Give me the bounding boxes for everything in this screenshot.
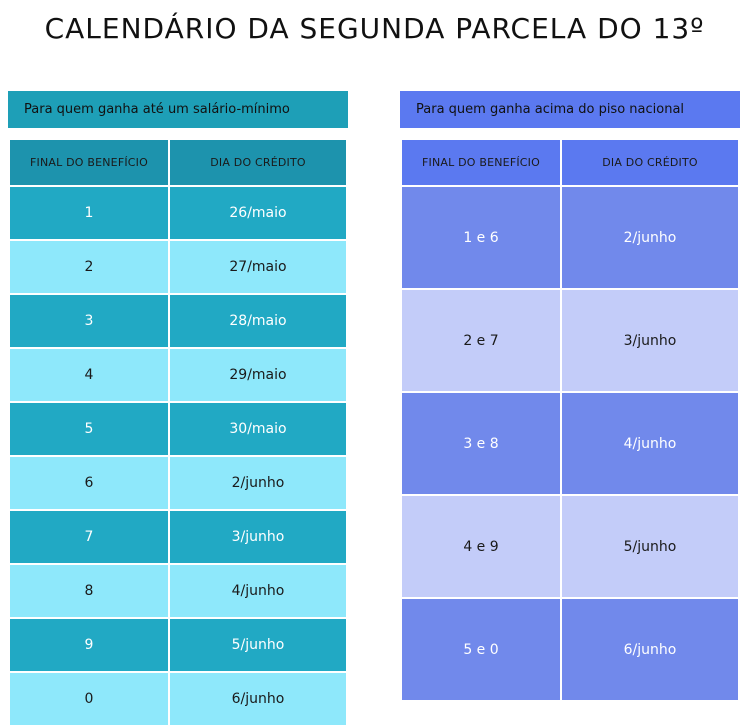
credit-day-cell: 2/junho: [561, 186, 739, 289]
benefit-final-cell: 2: [9, 240, 169, 294]
credit-day-cell: 26/maio: [169, 186, 347, 240]
column-header-final: FINAL DO BENEFÍCIO: [9, 139, 169, 186]
credit-day-cell: 3/junho: [561, 289, 739, 392]
above-minimum-header: Para quem ganha acima do piso nacional: [400, 91, 740, 128]
table-row: [9, 618, 347, 672]
benefit-final-cell: 8: [9, 564, 169, 618]
table-row: [401, 392, 739, 495]
credit-day-cell: 3/junho: [169, 510, 347, 564]
credit-day-cell: 5/junho: [169, 618, 347, 672]
column-header-credit-day: DIA DO CRÉDITO: [169, 139, 347, 186]
credit-day-cell: 6/junho: [561, 598, 739, 701]
table-row: [9, 402, 347, 456]
benefit-final-cell: 5: [9, 402, 169, 456]
benefit-final-cell: 7: [9, 510, 169, 564]
table-row: [401, 495, 739, 598]
table-row: [401, 598, 739, 701]
table-header-row: [9, 139, 347, 186]
benefit-final-cell: 3 e 8: [401, 392, 561, 495]
above-minimum-panel: [400, 91, 740, 702]
benefit-final-cell: 3: [9, 294, 169, 348]
benefit-final-cell: 5 e 0: [401, 598, 561, 701]
table-row: [9, 672, 347, 726]
credit-day-cell: 4/junho: [169, 564, 347, 618]
table-row: [9, 348, 347, 402]
benefit-final-cell: 9: [9, 618, 169, 672]
column-header-final: FINAL DO BENEFÍCIO: [401, 139, 561, 186]
credit-day-cell: 30/maio: [169, 402, 347, 456]
above-minimum-table: [400, 138, 740, 702]
credit-day-cell: 4/junho: [561, 392, 739, 495]
credit-day-cell: 6/junho: [169, 672, 347, 726]
table-row: [401, 289, 739, 392]
table-header-row: [401, 139, 739, 186]
table-row: [9, 456, 347, 510]
credit-day-cell: 27/maio: [169, 240, 347, 294]
benefit-final-cell: 0: [9, 672, 169, 726]
table-row: [9, 510, 347, 564]
table-row: [9, 240, 347, 294]
column-header-credit-day: DIA DO CRÉDITO: [561, 139, 739, 186]
minimum-wage-header: Para quem ganha até um salário-mínimo: [8, 91, 348, 128]
credit-day-cell: 2/junho: [169, 456, 347, 510]
table-row: [9, 564, 347, 618]
credit-day-cell: 28/maio: [169, 294, 347, 348]
benefit-final-cell: 2 e 7: [401, 289, 561, 392]
benefit-final-cell: 4 e 9: [401, 495, 561, 598]
table-row: [401, 186, 739, 289]
minimum-wage-panel: [8, 91, 348, 727]
credit-day-cell: 29/maio: [169, 348, 347, 402]
table-row: [9, 186, 347, 240]
benefit-final-cell: 6: [9, 456, 169, 510]
benefit-final-cell: 4: [9, 348, 169, 402]
benefit-final-cell: 1: [9, 186, 169, 240]
benefit-final-cell: 1 e 6: [401, 186, 561, 289]
credit-day-cell: 5/junho: [561, 495, 739, 598]
table-row: [9, 294, 347, 348]
page-title: CALENDÁRIO DA SEGUNDA PARCELA DO 13º: [44, 12, 705, 45]
minimum-wage-table: [8, 138, 348, 727]
